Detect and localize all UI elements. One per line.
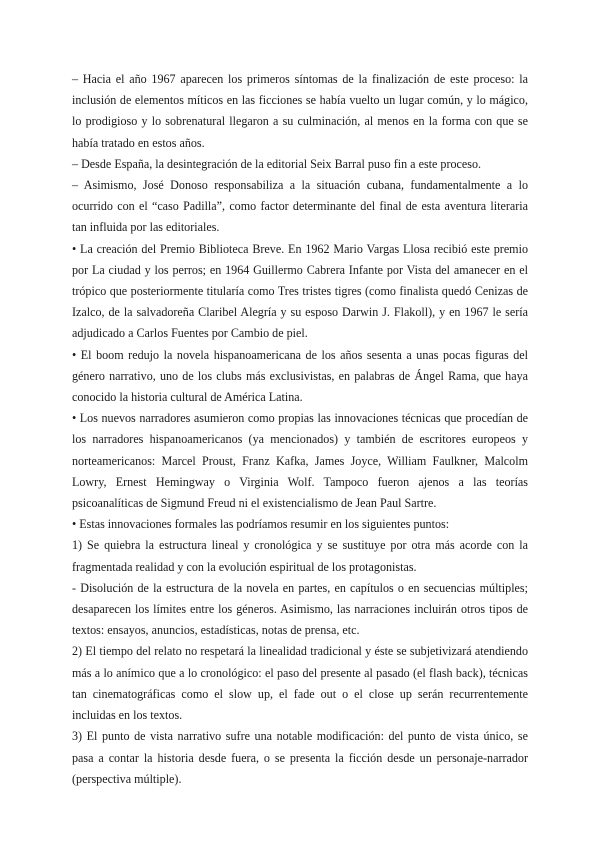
- paragraph-seix-barral: – Desde España, la desintegración de la editorial Seix Barral puso fin a este proceso.: [72, 156, 482, 171]
- document-page: [72, 69, 528, 790]
- paragraph-innovations-intro: • Estas innovaciones formales las podríamos resumir en los siguientes puntos:: [72, 517, 450, 532]
- paragraph-premio-biblioteca-breve: • La creación del Premio Biblioteca Breve. En 1962 Mario Vargas Llosa recibió este premio por La ciudad y los perros; en 1964 Guillermo Cabrera Infante por Vista del amanecer en el trópico que posteriormente titularía como Tres tristes tigres (como finalista quedó Cenizas de Izalco, de la salvadoreña Claribel Alegría y su esposo Darwin J. Flakoll), y en 1967 le sería adjudicado a Carlos Fuentes por Cambio de piel.: [72, 241, 528, 341]
- paragraph-donoso-padilla: – Asimismo, José Donoso responsabiliza a la situación cubana, fundamentalmente a lo ocurrido con el “caso Padilla”, como factor determinante del final de esta aventura literaria tan influida por las editoriales.: [72, 178, 528, 235]
- paragraph-point-2-time: 2) El tiempo del relato no respetará la linealidad tradicional y éste se subjetivizará atendiendo más a lo anímico que a lo cronológico: el paso del presente al pasado (el flash back), técnicas tan cinematográficas como el slow up, el fade out o el close up serán recurrentemente incluidas en los textos.: [72, 644, 528, 723]
- paragraph-point-3-point-of-view: 3) El punto de vista narrativo sufre una notable modificación: del punto de vista único, se pasa a contar la historia desde fuera, o se presenta la ficción desde un personaje-narrador (perspectiva múltiple).: [72, 729, 528, 786]
- paragraph-structure-dissolution: - Disolución de la estructura de la novela en partes, en capítulos o en secuencias múltiples; desaparecen los límites entre los géneros. Asimismo, las narraciones incluirán otros tipos de textos: ensayos, anuncios, estadísticas, notas de prensa, etc.: [72, 580, 528, 638]
- paragraph-1967-end-signs: – Hacia el año 1967 aparecen los primeros síntomas de la finalización de este proceso: la inclusión de elementos míticos en las ficciones se había vuelto un lugar común, y lo mágico, lo prodigioso y lo sobrenatural llegaron a su culminación, al menos en la forma con que se había tratado en estos años.: [72, 72, 528, 150]
- paragraph-point-1-structure: 1) Se quiebra la estructura lineal y cronológica y se sustituye por otra más acorde con la fragmentada realidad y con la evolución espiritual de los protagonistas.: [72, 538, 528, 574]
- paragraph-new-narrators: • Los nuevos narradores asumieron como propias las innovaciones técnicas que procedían de los narradores hispanoamericanos (ya mencionados) y también de escritores europeos y norteamericanos: Marcel Proust, Franz Kafka, James Joyce, William Faulkner, Malcolm Lowry, Ernest Hemingway o Virginia Wolf. Tampoco fueron ajenos a las teorías psicoanalíticas de Sigmund Freud ni el existencialismo de Jean Paul Sartre.: [72, 411, 528, 511]
- paragraph-boom-figures: • El boom redujo la novela hispanoamericana de los años sesenta a unas pocas figuras del género narrativo, uno de los clubs más exclusivistas, en palabras de Ángel Rama, que haya conocido la historia cultural de América Latina.: [72, 347, 528, 405]
